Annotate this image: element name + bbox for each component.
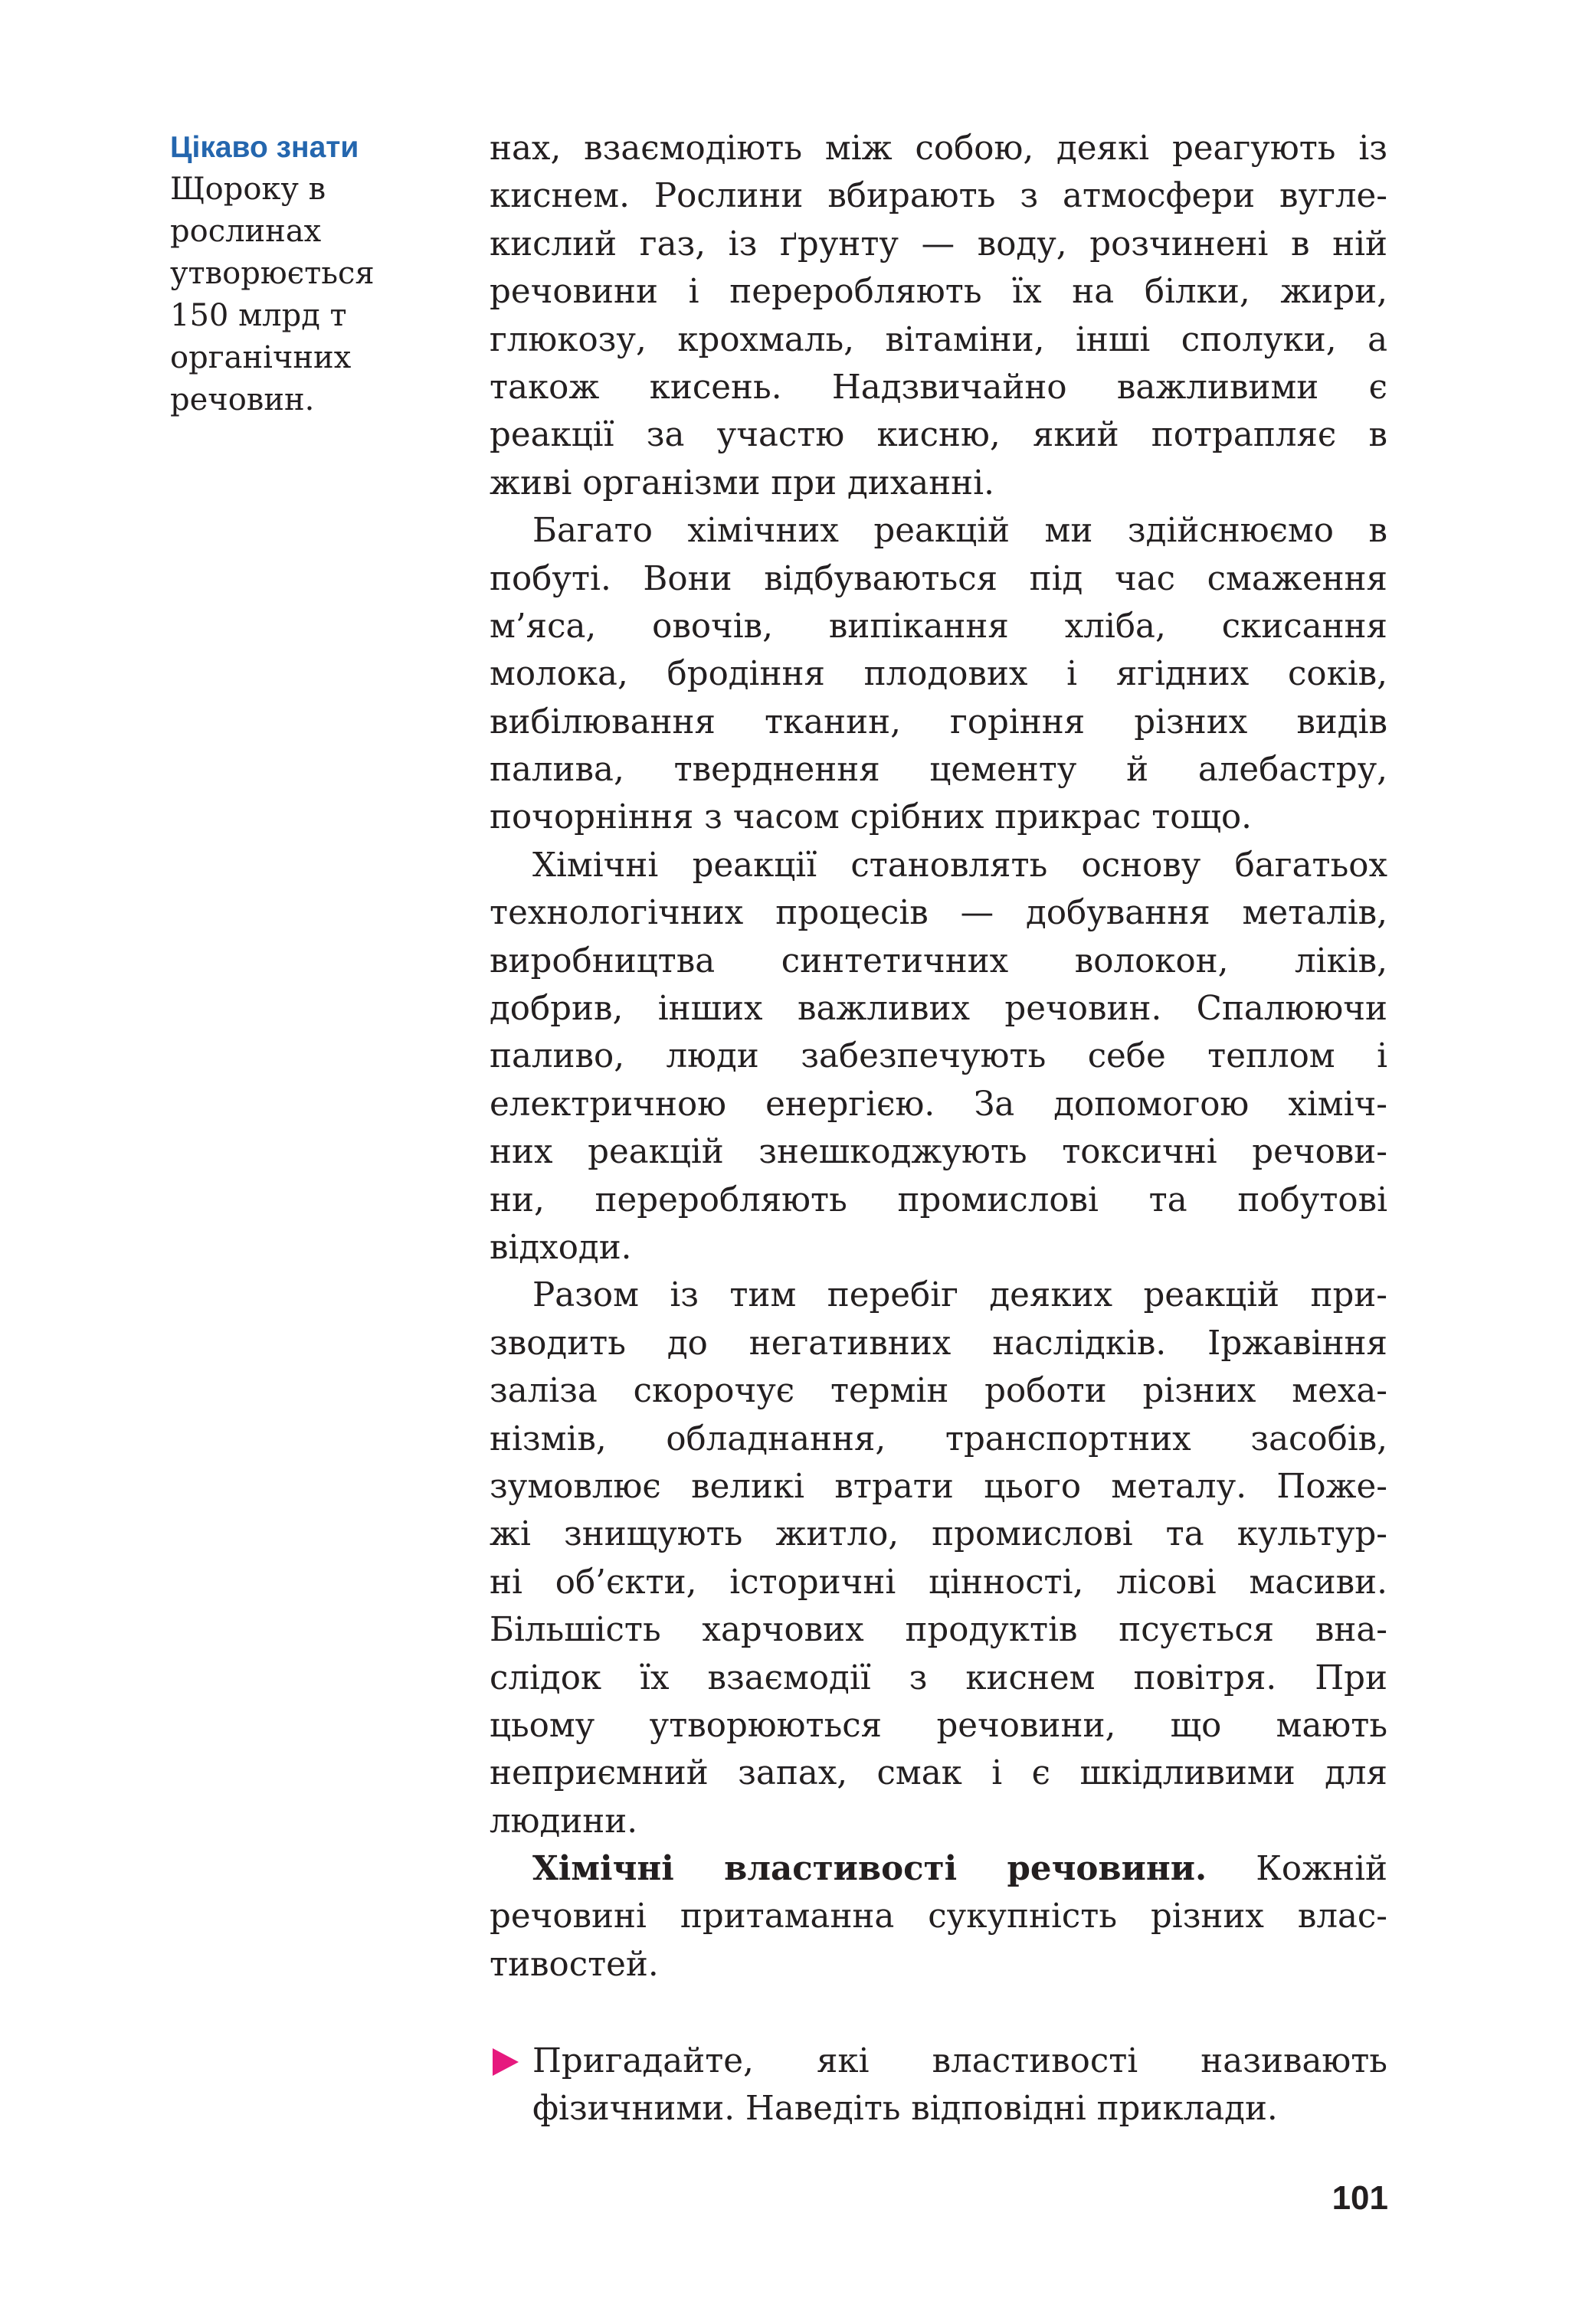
sidebar-line: Щороку в [170,172,326,207]
text-line: виробництва синтетичних волокон, ліків, [490,941,1387,980]
text-line: заліза скорочує термін роботи різних меха- [490,1372,1387,1411]
text-line: людини. [490,1802,638,1841]
paragraph [490,125,1387,507]
text-line: Багато хімічних реакцій ми здійснюємо в [532,512,1387,551]
text-line: паливо, люди забезпечують себе теплом і [490,1037,1387,1076]
text-line: тивостей. [490,1945,659,1984]
question-line: Пригадайте, які властивості називають [532,2042,1387,2080]
text-line: почорніння з часом срібних прикрас тощо. [490,798,1252,837]
text-line: нізмів, обладнання, транспортних засобів, [490,1419,1387,1458]
text-line: добрив, інших важливих речовин. Спалюючи [490,990,1387,1029]
paragraph [490,1272,1387,1845]
text-line: слідок їх взаємодії з киснем повітря. При [490,1658,1387,1697]
section-heading: Хімічні властивості речовини. [532,1849,1207,1889]
text-line: нах, взаємодіють між собою, деякі реагують із [490,129,1387,168]
text-line: відходи. [490,1228,632,1267]
sidebar-line: утворюється [170,256,375,291]
sidebar-line: 150 млрд т [170,298,347,333]
text-line: зумовлює великі втрати цього металу. Поже- [490,1467,1387,1506]
paragraph [490,1845,1387,1988]
text-span: Кожній [1207,1850,1387,1889]
text-line: цьому утворюються речовини, що мають [490,1706,1387,1745]
text-line: глюкозу, крохмаль, вітаміни, інші сполуки, а [490,320,1387,359]
sidebar-line: органічних [170,340,352,375]
text-line: електричною енергією. За допомогою хіміч- [490,1085,1387,1124]
triangle-marker-icon [493,2048,519,2076]
main-text [490,125,1387,1988]
text-line: Більшість харчових продуктів псується вна- [490,1611,1387,1650]
text-line: кислий газ, із ґрунту — воду, розчинені в ній [490,224,1387,263]
text-line: жі знищують житло, промислові та культур- [490,1515,1387,1554]
sidebar-line: речовин. [170,382,315,417]
text-line: неприємний запах, смак і є шкідливими для [490,1754,1387,1793]
text-line: реакції за участю кисню, який потрапляє в [490,416,1387,455]
text-line: Хімічні реакції становлять основу багатьох [532,846,1387,885]
paragraph [490,842,1387,1272]
text-line: зводить до негативних наслідків. Іржавіння [490,1324,1387,1363]
text-line: м’яса, овочів, випікання хліба, скисання [490,607,1387,646]
text-line: палива, тверднення цементу й алебастру, [490,751,1387,790]
sidebar-title: Цікаво знати [170,131,359,164]
text-line: побуті. Вони відбуваються під час смаження [490,559,1387,598]
text-line: вибілювання тканин, горіння різних видів [490,702,1387,741]
sidebar-line: рослинах [170,214,322,249]
text-line: технологічних процесів — добування металів, [490,894,1387,933]
paragraph [490,507,1387,842]
text-line: також кисень. Надзвичайно важливими є [490,368,1387,407]
text-line: речовині притаманна сукупність різних влас- [490,1897,1387,1936]
page-number: 101 [1332,2179,1388,2217]
text-line: Разом із тим перебіг деяких реакцій при- [532,1276,1387,1315]
text-line [490,1845,1387,1893]
text-line: ни, переробляють промислові та побутові [490,1180,1387,1219]
text-line: живі організми при диханні. [490,463,994,502]
question-block [490,2038,1387,2133]
sidebar-note [170,126,415,421]
question-line: фізичними. Наведіть відповідні приклади. [532,2090,1278,2129]
text-line: киснем. Рослини вбирають з атмосфери вугле- [490,177,1387,216]
text-line: ні об’єкти, історичні цінності, лісові масиви. [490,1563,1387,1602]
text-line: речовини і переробляють їх на білки, жири, [490,273,1387,312]
text-line: молока, бродіння плодових і ягідних соків, [490,655,1387,694]
text-line: них реакцій знешкоджують токсичні речови- [490,1133,1387,1172]
